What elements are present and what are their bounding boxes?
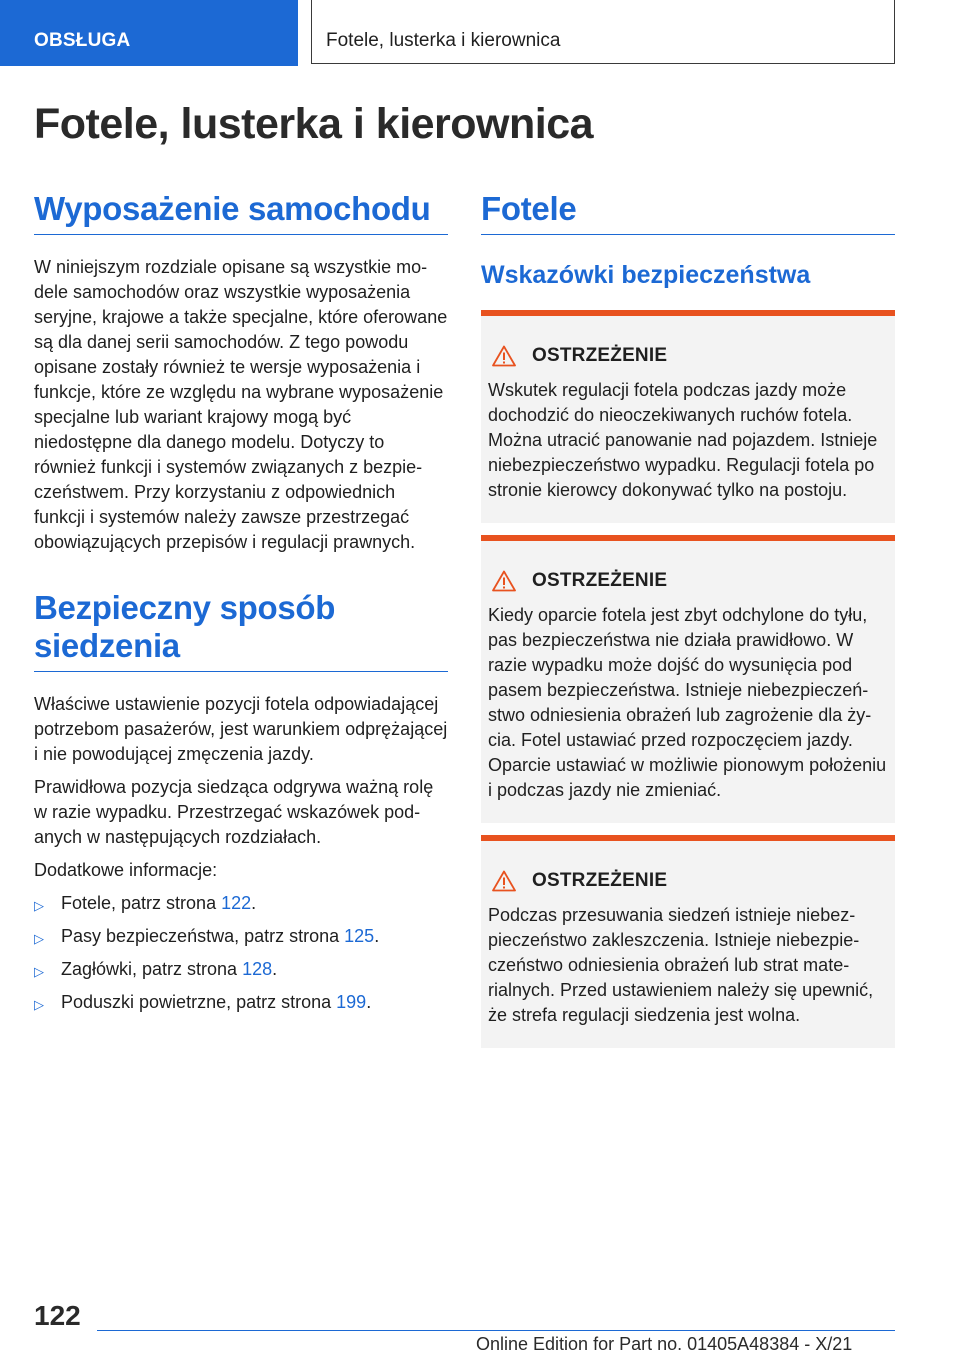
warning-text: Kiedy oparcie fotela jest zbyt odchylone do tyłu, pas bezpieczeństwa nie działa prawidłowo. W razie wypadku może dojść do wysunięcia pod pasem bezpieczeństwa. Istnieje niebezpieczeństwo odniesienia obrażeń lub zagrożenie dla życia. Fotel ustawiać przed rozpoczęciem jazdy. Oparcie ustawiać w możliwie pionowym położeniu i podczas jazdy nie zmieniać. — [488, 605, 887, 800]
warning-title: OSTRZEŻENIE — [532, 570, 668, 591]
section-tab[interactable]: OBSŁUGA — [0, 0, 298, 66]
triangle-right-icon: ▷ — [34, 964, 44, 979]
warning-triangle-icon — [492, 570, 516, 592]
warning-title: OSTRZEŻENIE — [532, 345, 668, 366]
page-link[interactable]: 199 — [336, 992, 367, 1012]
warning-triangle-icon — [492, 870, 516, 892]
section-heading-equipment: Wyposażenie samochodu — [34, 190, 448, 235]
list-item: ▷ Zagłówki, patrz strona 128. — [34, 957, 448, 982]
warning-header — [492, 567, 887, 595]
warning-text: Wskutek regulacji fotela podczas jazdy może dochodzić do nieoczekiwanych ruchów fotela. Można utracić panowanie nad pojazdem. Istnieje niebezpieczeństwo wypadku. Regulacji fotela po stronie kierowcy dokonywać tylko na postoju. — [488, 380, 878, 500]
seating-paragraph-1: Właściwe ustawienie pozycji fotela odpowiadającej potrzebom pasażerów, jest warunkiem odprężającej i nie powodującej zmęczenia jazdy. — [34, 694, 448, 764]
footer-divider — [97, 1330, 895, 1331]
right-column — [481, 190, 895, 1048]
section-heading-seating: Bezpieczny sposób siedzenia — [34, 589, 448, 672]
page-link[interactable]: 122 — [221, 893, 252, 913]
warning-text: Podczas przesuwania siedzeń istnieje niebezpieczeństwo zakleszczenia. Istnieje niebezpieczeństwo odniesienia obrażeń lub strat materialnych. Przed ustawieniem należy się upewnić, że strefa regulacji siedzenia jest wolna. — [488, 905, 874, 1025]
list-item: ▷ Poduszki powietrzne, patrz strona 199. — [34, 990, 448, 1015]
page-link[interactable]: 128 — [242, 959, 273, 979]
footer-edition: Online Edition for Part no. 01405A48384 - X/21 — [476, 1334, 853, 1354]
triangle-right-icon: ▷ — [34, 898, 44, 913]
seating-paragraph-3: Dodatkowe informacje: — [34, 860, 218, 880]
triangle-right-icon: ▷ — [34, 997, 44, 1012]
section-heading-seats: Fotele — [481, 190, 895, 235]
page-title: Fotele, lusterka i kierownica — [34, 100, 594, 148]
warning-box — [481, 310, 895, 523]
seating-paragraph-2: Prawidłowa pozycja siedząca odgrywa ważną rolę w razie wypadku. Przestrzegać wskazówek podanych w następujących rozdziałach. — [34, 777, 434, 847]
subheading-safety: Wskazówki bezpieczeństwa — [481, 261, 811, 289]
page-link[interactable]: 125 — [344, 926, 375, 946]
reference-text: Fotele, patrz strona — [61, 893, 222, 913]
warning-header — [492, 867, 887, 895]
equipment-paragraph: W niniejszym rozdziale opisane są wszystkie modele samochodów oraz wszystkie wyposażenia seryjne, krajowe a także specjalne, które oferowane są dla danej serii samochodów. Z tego powodu opisane zostały również te wersje wyposażenia i funkcje, które ze względu na wybrane wyposażenie specjalne lub wariant krajowy mogą być niedostępne dla danego modelu. Dotyczy to również funkcji i systemów związanych z bezpieczeństwem. Przy korzystaniu z odpowiednich funkcji i systemów należy zawsze przestrzegać obowiązujących przepisów i regulacji prawnych. — [34, 257, 448, 552]
warning-header — [492, 342, 887, 370]
left-column — [34, 190, 448, 1015]
reference-text: Pasy bezpieczeństwa, patrz strona — [61, 926, 345, 946]
page-header — [0, 0, 960, 66]
warning-triangle-icon — [492, 345, 516, 367]
list-item: ▷ Pasy bezpieczeństwa, patrz strona 125. — [34, 924, 448, 949]
warning-box — [481, 835, 895, 1048]
chapter-tab[interactable]: Fotele, lusterka i kierownica — [311, 0, 895, 64]
page-number: 122 — [34, 1300, 81, 1331]
list-item: ▷ Fotele, patrz strona 122. — [34, 891, 448, 916]
triangle-right-icon: ▷ — [34, 931, 44, 946]
reference-text: Poduszki powietrzne, patrz strona — [61, 992, 337, 1012]
warning-title: OSTRZEŻENIE — [532, 870, 668, 891]
reference-list — [34, 891, 448, 1015]
reference-text: Zagłówki, patrz strona — [61, 959, 243, 979]
warning-box — [481, 535, 895, 823]
